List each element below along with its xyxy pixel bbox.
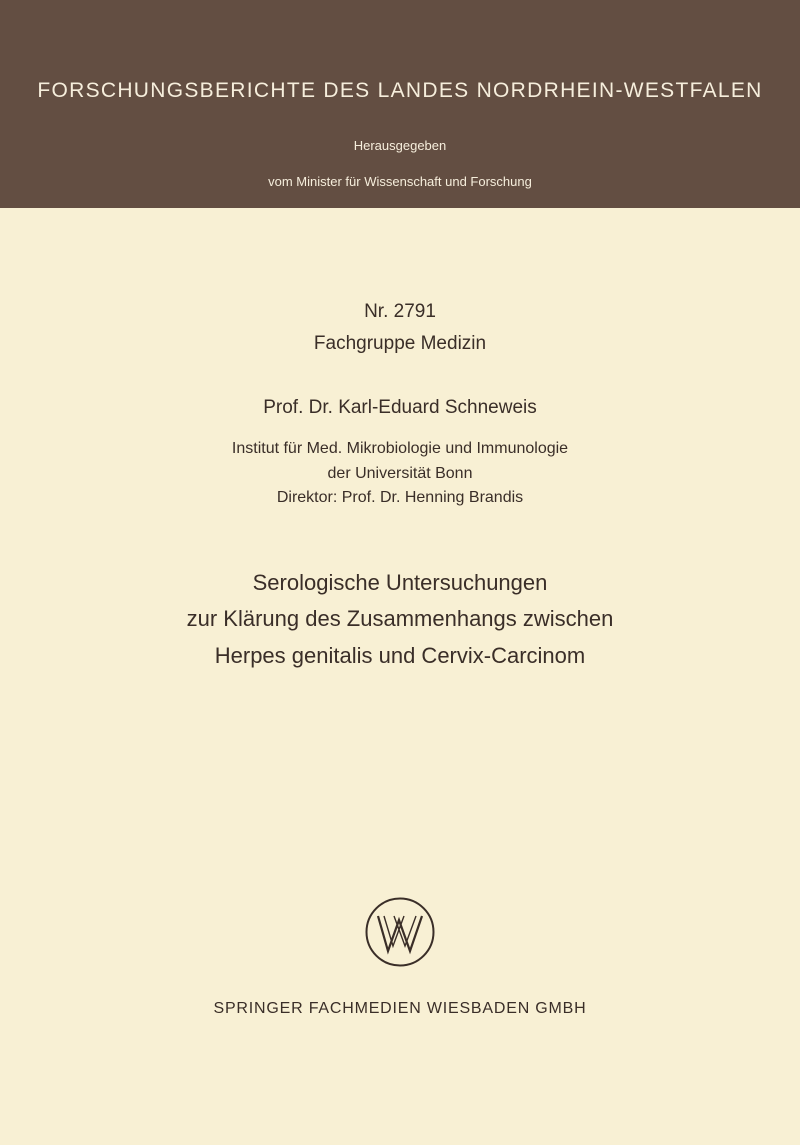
report-title-line: Herpes genitalis und Cervix-Carcinom: [214, 643, 586, 668]
header-band: [0, 0, 800, 208]
institute-line: Institut für Med. Mikrobiologie und Immunologie: [231, 440, 569, 457]
author-name: Prof. Dr. Karl-Eduard Schneweis: [263, 397, 537, 418]
publisher-w-logo-icon: [364, 896, 436, 968]
report-title-line: zur Klärung des Zusammenhangs zwischen: [186, 606, 614, 631]
report-number: Nr. 2791: [364, 301, 436, 322]
ministry-label: vom Minister für Wissenschaft und Forschung: [268, 174, 532, 189]
report-title-line: Serologische Untersuchungen: [252, 570, 548, 595]
publisher-name: SPRINGER FACHMEDIEN WIESBADEN GMBH: [213, 1000, 587, 1017]
institute-line: der Universität Bonn: [327, 465, 473, 482]
issued-by-label: Herausgegeben: [353, 138, 447, 153]
subject-group: Fachgruppe Medizin: [313, 333, 487, 354]
institute-line: Direktor: Prof. Dr. Henning Brandis: [276, 489, 524, 506]
series-title: FORSCHUNGSBERICHTE DES LANDES NORDRHEIN-WESTFALEN: [37, 79, 763, 102]
